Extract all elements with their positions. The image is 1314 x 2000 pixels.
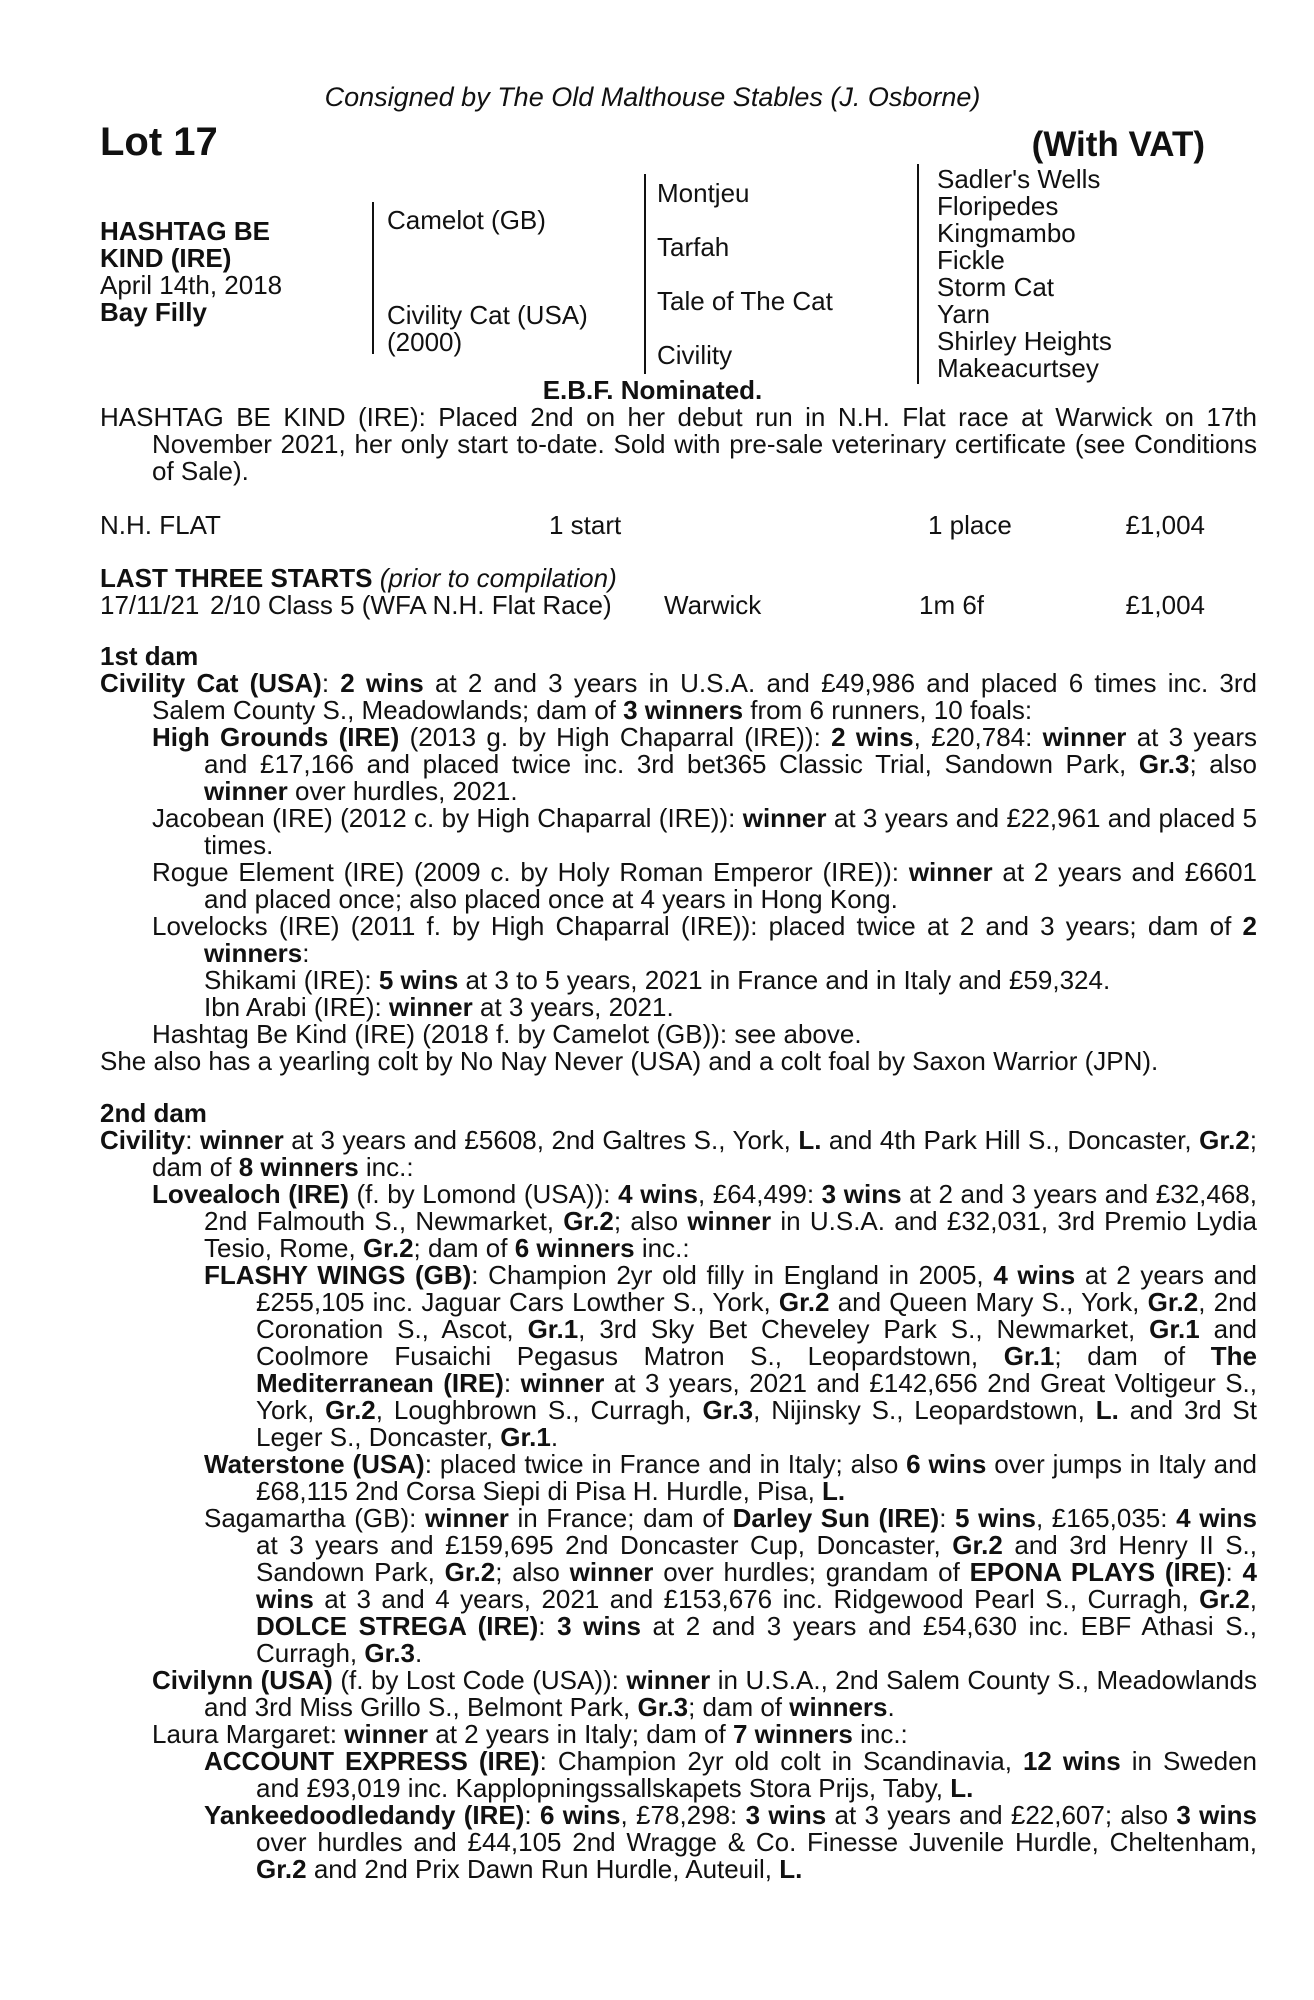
pedigree-g3-5: Storm Cat	[937, 272, 1055, 302]
start-prize: £1,004	[1125, 590, 1205, 620]
pedigree-dam: Civility Cat (USA)	[387, 300, 588, 330]
pedigree-g3-6: Yarn	[937, 299, 990, 329]
grandproduce-entry: Sagamartha (GB): winner in France; dam of Darley Sun (IRE): 5 wins, £165,035: 4 wins at 3 years and £159,695 2nd Doncaster Cup, Doncaster, Gr.2 and 3rd Henry II S., Sandown Park, Gr.2; also winner over hurdles; grandam of EPONA PLAYS (IRE): 4 wins at 3 and 4 years, 2021 and £153,676 inc. Ridgewood Pearl S., Curragh, Gr.2, DOLCE STREGA (IRE): 3 wins at 2 and 3 years and £54,630 inc. EBF Athasi S., Curragh, Gr.3.	[204, 1503, 1258, 1668]
produce-entry: Hashtag Be Kind (IRE) (2018 f. by Camelot (GB)): see above.	[152, 1019, 862, 1049]
start-distance: 1m 6f	[919, 590, 985, 620]
grandproduce-entry: Shikami (IRE): 5 wins at 3 to 5 years, 2021 in France and in Italy and £59,324.	[204, 965, 1111, 995]
pedigree-g3-4: Fickle	[937, 245, 1005, 275]
pedigree-g3-1: Sadler's Wells	[937, 164, 1101, 194]
horse-name-line-2: KIND (IRE)	[100, 243, 232, 273]
last-starts-note: (prior to compilation)	[379, 563, 617, 593]
produce-entry: Jacobean (IRE) (2012 c. by High Chaparral (IRE)): winner at 3 years and £22,961 and placed 5 times.	[152, 803, 1257, 860]
produce-entry: Rogue Element (IRE) (2009 c. by Holy Roman Emperor (IRE)): winner at 2 years and £6601 and placed once; also placed once at 4 years in Hong Kong.	[152, 857, 1257, 914]
pedigree-g3-7: Shirley Heights	[937, 326, 1112, 356]
grandproduce-entry: FLASHY WINGS (GB): Champion 2yr old filly in England in 2005, 4 wins at 2 years and £255,105 inc. Jaguar Cars Lowther S., York, Gr.2 and Queen Mary S., York, Gr.2, 2nd Coronation S., Ascot, Gr.1, 3rd Sky Bet Cheveley Park S., Newmarket, Gr.1 and Coolmore Fusaichi Pegasus Matron S., Leopardstown, Gr.1; dam of The Mediterranean (IRE): winner at 3 years, 2021 and £142,656 2nd Great Voltigeur S., York, Gr.2, Loughbrown S., Curragh, Gr.3, Nijinsky S., Leopardstown, L. and 3rd St Leger S., Doncaster, Gr.1.	[204, 1260, 1258, 1452]
lot-number: Lot 17	[100, 120, 218, 164]
grandproduce-entry: Yankeedoodledandy (IRE): 6 wins, £78,298: 3 wins at 3 years and £22,607; also 3 wins over hurdles and £44,105 2nd Wragge & Co. Finesse Juvenile Hurdle, Cheltenham, Gr.2 and 2nd Prix Dawn Run Hurdle, Auteuil, L.	[204, 1800, 1257, 1884]
pedigree-sire: Camelot (GB)	[387, 205, 546, 235]
pedigree-sire-sire: Montjeu	[657, 178, 750, 208]
race-summary: HASHTAG BE KIND (IRE): Placed 2nd on her debut run in N.H. Flat race at Warwick on 17th November 2021, her only start to-date. Sold with pre-sale veterinary certificate (see Conditions of Sale).	[100, 402, 1257, 486]
grandproduce-entry: Ibn Arabi (IRE): winner at 3 years, 2021.	[204, 992, 674, 1022]
grandproduce-entry: ACCOUNT EXPRESS (IRE): Champion 2yr old colt in Scandinavia, 12 wins in Sweden and £93,019 inc. Kapplopningssallskapets Stora Prijs, Taby, L.	[204, 1746, 1257, 1803]
produce-entry: High Grounds (IRE) (2013 g. by High Chaparral (IRE)): 2 wins, £20,784: winner at 3 years and £17,166 and placed twice inc. 3rd bet365 Classic Trial, Sandown Park, Gr.3; also winner over hurdles, 2021.	[152, 722, 1257, 806]
record-type: N.H. FLAT	[100, 510, 221, 540]
horse-name	[100, 218, 270, 272]
record-places: 1 place	[928, 510, 1012, 540]
first-dam-heading: 1st dam	[100, 641, 199, 671]
record-earnings: £1,004	[1125, 510, 1205, 540]
pedigree-bracket-3	[917, 164, 919, 384]
produce-entry: Civilynn (USA) (f. by Lost Code (USA)): winner in U.S.A., 2nd Salem County S., Meadowlands and 3rd Miss Grillo S., Belmont Park, Gr.3; dam of winners.	[152, 1665, 1257, 1722]
last-starts-title: LAST THREE STARTS	[100, 563, 373, 593]
second-dam-heading: 2nd dam	[100, 1098, 207, 1128]
color-sex: Bay Filly	[100, 297, 207, 327]
grandproduce-entry: Waterstone (USA): placed twice in France and in Italy; also 6 wins over jumps in Italy and £68,115 2nd Corsa Siepi di Pisa H. Hurdle, Pisa, L.	[204, 1449, 1257, 1506]
vat-status: (With VAT)	[1031, 125, 1205, 164]
horse-name-line-1: HASHTAG BE	[100, 216, 270, 246]
last-starts-heading	[100, 565, 617, 592]
pedigree-g3-3: Kingmambo	[937, 218, 1076, 248]
pedigree-sire-dam: Tarfah	[657, 232, 730, 262]
second-dam-entry: Civility: winner at 3 years and £5608, 2nd Galtres S., York, L. and 4th Park Hill S., Doncaster, Gr.2; dam of 8 winners inc.:	[100, 1125, 1257, 1182]
first-dam-entry: Civility Cat (USA): 2 wins at 2 and 3 years in U.S.A. and £49,986 and placed 6 times inc. 3rd Salem County S., Meadowlands; dam of 3 winners from 6 runners, 10 foals:	[100, 668, 1257, 725]
pedigree-g3-8: Makeacurtsey	[937, 353, 1099, 383]
yearling-note: She also has a yearling colt by No Nay Never (USA) and a colt foal by Saxon Warrior (JPN).	[100, 1046, 1159, 1076]
pedigree-dam-sire: Tale of The Cat	[657, 286, 833, 316]
record-starts: 1 start	[549, 510, 622, 540]
start-course: Warwick	[664, 590, 762, 620]
foaling-date: April 14th, 2018	[100, 270, 283, 300]
consignor-line: Consigned by The Old Malthouse Stables (J. Osborne)	[324, 82, 981, 112]
pedigree-bracket-1	[372, 202, 374, 354]
produce-entry: Laura Margaret: winner at 2 years in Italy; dam of 7 winners inc.:	[152, 1719, 908, 1749]
produce-entry: Lovealoch (IRE) (f. by Lomond (USA)): 4 wins, £64,499: 3 wins at 2 and 3 years and £32,468, 2nd Falmouth S., Newmarket, Gr.2; also winner in U.S.A. and £32,031, 3rd Premio Lydia Tesio, Rome, Gr.2; dam of 6 winners inc.:	[152, 1179, 1257, 1263]
pedigree-dam-dam: Civility	[657, 340, 733, 370]
produce-entry: Lovelocks (IRE) (2011 f. by High Chaparral (IRE)): placed twice at 2 and 3 years; dam of 2 winners:	[152, 911, 1257, 968]
start-result: 2/10 Class 5 (WFA N.H. Flat Race)	[210, 590, 612, 620]
ebf-nomination: E.B.F. Nominated.	[542, 375, 763, 405]
pedigree-bracket-2	[644, 174, 646, 374]
start-date: 17/11/21	[100, 590, 200, 620]
pedigree-dam-year: (2000)	[387, 327, 463, 357]
catalogue-page	[100, 0, 1258, 2000]
pedigree-g3-2: Floripedes	[937, 191, 1059, 221]
